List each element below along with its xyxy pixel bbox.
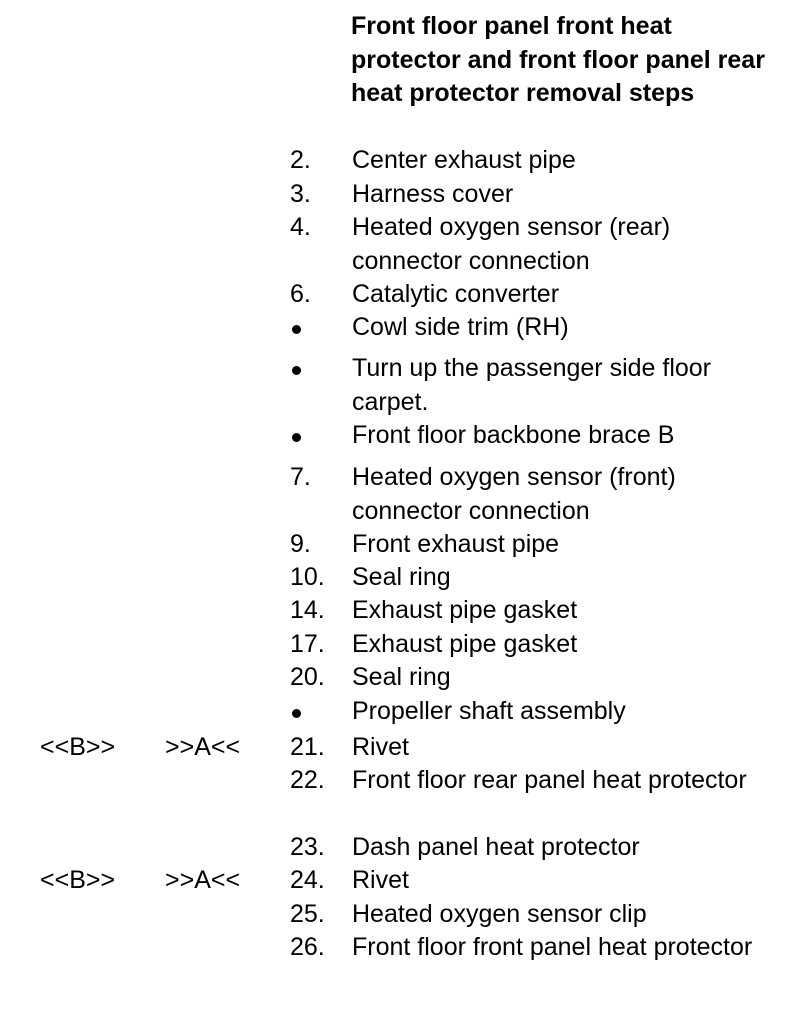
reference-a: >>A<< [165, 866, 241, 894]
step-text: Turn up the passenger side floor carpet. [352, 354, 712, 416]
step-number: 3. [290, 180, 311, 208]
step-text: Rivet [352, 733, 409, 761]
step-text: Catalytic converter [352, 280, 560, 308]
step-text: Heated oxygen sensor (front) connector connection [352, 463, 676, 525]
bullet-dot-icon [292, 419, 302, 453]
step-number: 21. [290, 733, 325, 761]
step-text: Front floor rear panel heat protector [352, 766, 747, 794]
step-number: 23. [290, 833, 325, 861]
step-number: 7. [290, 463, 311, 491]
step-text: Propeller shaft assembly [352, 697, 626, 725]
step-number: 24. [290, 866, 325, 894]
bullet-dot-icon [292, 311, 302, 345]
step-text: Front floor front panel heat protector [352, 933, 753, 961]
step-text: Heated oxygen sensor (rear) connector connection [352, 213, 671, 275]
step-text: Seal ring [352, 563, 451, 591]
step-number: 14. [290, 596, 325, 624]
step-number: 17. [290, 630, 325, 658]
bullet-dot-icon [292, 695, 302, 729]
reference-b: <<B>> [40, 733, 116, 761]
procedure-title: Front floor panel front heat protector and front floor panel rear heat protector removal steps [351, 12, 765, 107]
step-text: Front exhaust pipe [352, 530, 560, 558]
reference-a: >>A<< [165, 733, 241, 761]
step-text: Heated oxygen sensor clip [352, 900, 647, 928]
step-text: Seal ring [352, 663, 451, 691]
step-text: Harness cover [352, 180, 514, 208]
step-number: 22. [290, 766, 325, 794]
step-text: Front floor backbone brace B [352, 421, 675, 449]
step-number: 9. [290, 530, 311, 558]
step-number: 20. [290, 663, 325, 691]
reference-b: <<B>> [40, 866, 116, 894]
step-text: Dash panel heat protector [352, 833, 640, 861]
step-text: Rivet [352, 866, 409, 894]
step-number: 10. [290, 563, 325, 591]
step-number: 25. [290, 900, 325, 928]
step-number: 2. [290, 146, 311, 174]
step-text: Cowl side trim (RH) [352, 313, 569, 341]
step-text: Exhaust pipe gasket [352, 630, 578, 658]
step-text: Exhaust pipe gasket [352, 596, 578, 624]
bullet-dot-icon [292, 352, 302, 386]
step-text: Center exhaust pipe [352, 146, 576, 174]
step-number: 26. [290, 933, 325, 961]
step-number: 6. [290, 280, 311, 308]
step-number: 4. [290, 213, 311, 241]
